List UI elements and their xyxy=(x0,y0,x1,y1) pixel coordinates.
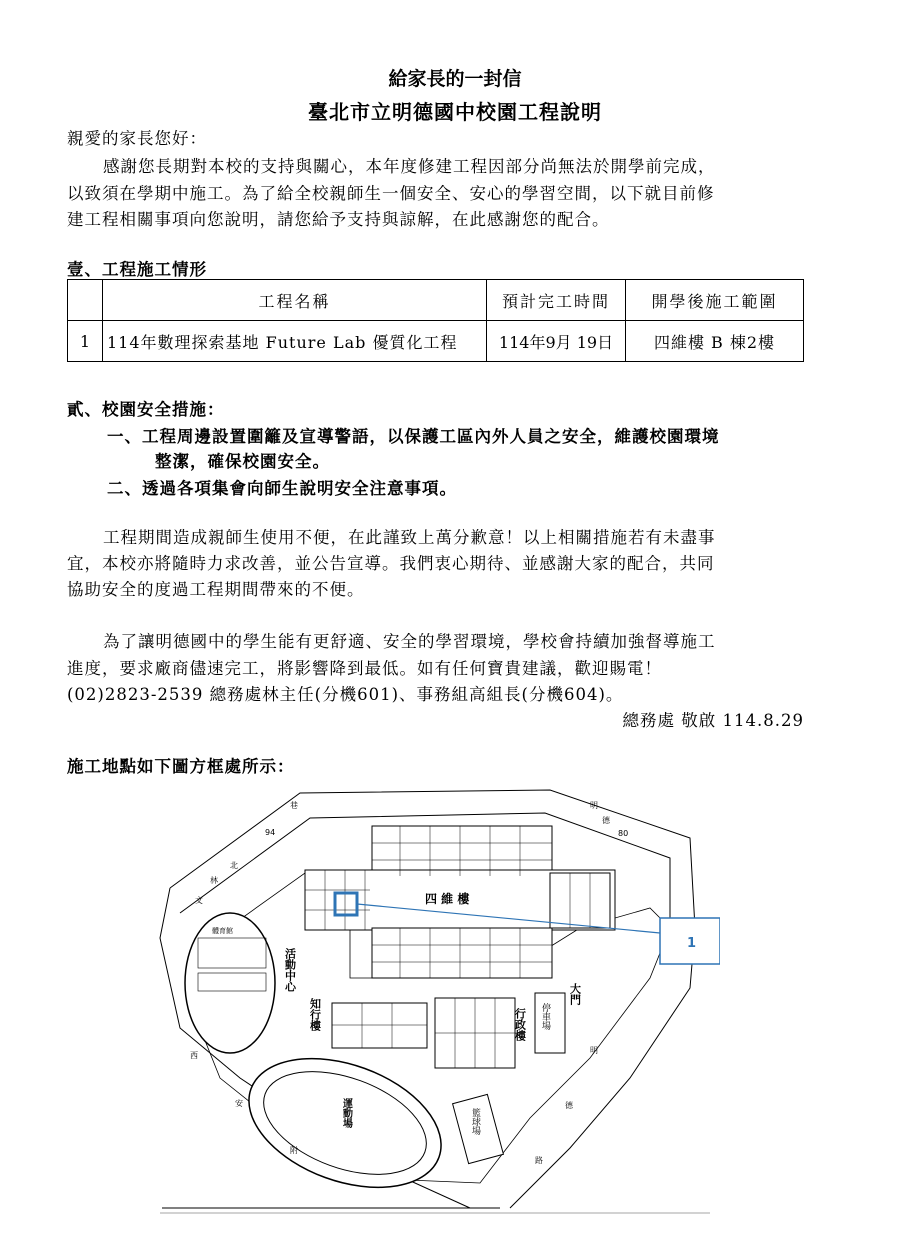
siwei-block-north xyxy=(372,826,552,876)
table-header-index xyxy=(68,280,103,321)
road-label-ming: 明 xyxy=(590,801,598,810)
road-label-94: 94 xyxy=(265,828,276,837)
map-label-gate: 大門 xyxy=(568,983,582,1005)
map-label-track: 運動場 xyxy=(340,1098,352,1128)
table-cell-completion: 114年9月 19日 xyxy=(487,321,626,362)
letter-title: 給家長的一封信 xyxy=(388,68,522,90)
map-label-basketball: 籃球場 xyxy=(470,1108,480,1135)
callout-label: 1 xyxy=(687,936,697,951)
section1-heading: 壹、工程施工情形 xyxy=(67,260,207,279)
table-header-project: 工程名稱 xyxy=(103,280,487,321)
road-label-80: 80 xyxy=(618,829,629,838)
safety-item-1-line-2: 整潔，確保校園安全。 xyxy=(155,452,330,471)
safety-item-2: 二、透過各項集會向師生說明安全注意事項。 xyxy=(107,479,457,498)
road-label-an: 安 xyxy=(235,1099,243,1108)
road-label-lu: 路 xyxy=(535,1156,543,1165)
road-label-bei: 北 xyxy=(230,861,238,870)
road-label-ming-2: 明 xyxy=(590,1046,598,1055)
map-label-activity: 活動中心 xyxy=(283,948,297,992)
table-header-row xyxy=(68,280,804,321)
closing-line-1: 為了讓明德國中的學生能有更舒適、安全的學習環境，學校會持續加強督導施工 xyxy=(103,632,716,651)
road-label-lin: 林 xyxy=(210,876,218,885)
intro-line-1: 感謝您長期對本校的支持與關心，本年度修建工程因部分尚無法於開學前完成， xyxy=(103,157,716,176)
map-label-gym: 體育館 xyxy=(212,927,233,935)
zhixing-building xyxy=(332,1003,427,1048)
intro-line-2: 以致須在學期中施工。為了給全校親師生一個安全、安心的學習空間，以下就目前修 xyxy=(67,184,715,203)
table-cell-scope: 四維樓 B 棟2樓 xyxy=(626,321,804,362)
road-label-de-2: 德 xyxy=(565,1101,573,1110)
section2-heading: 貳、校園安全措施： xyxy=(67,400,225,419)
table-cell-index: 1 xyxy=(68,321,103,362)
closing-line-3: (02)2823-2539 總務處林主任(分機601)、事務組高組長(分機604)。 xyxy=(67,685,624,704)
siwei-block-east xyxy=(550,873,610,928)
greeting: 親愛的家長您好： xyxy=(67,129,207,148)
table-row xyxy=(68,321,804,362)
apology-line-3: 協助安全的度過工程期間帶來的不便。 xyxy=(67,580,365,599)
map-label-xingzheng: 行政樓 xyxy=(513,1008,527,1041)
road-label-xi: 西 xyxy=(190,1051,198,1060)
map-label-parking: 停車場 xyxy=(540,1003,550,1030)
signature: 總務處 敬啟 114.8.29 xyxy=(622,711,804,730)
intro-line-3: 建工程相關事項向您說明，請您給予支持與諒解，在此感謝您的配合。 xyxy=(67,210,610,229)
letter-subtitle: 臺北市立明德國中校園工程說明 xyxy=(308,100,602,124)
table-header-completion: 預計完工時間 xyxy=(487,280,626,321)
map-label-zhixing: 知行樓 xyxy=(308,998,322,1031)
safety-item-1-line-1: 一、工程周邊設置圍籬及宣導警語，以保護工區內外人員之安全，維護校園環境 xyxy=(107,427,720,446)
works-table xyxy=(67,279,804,362)
map-caption: 施工地點如下圖方框處所示： xyxy=(67,757,295,776)
campus-map xyxy=(150,778,720,1218)
map-label-siwei: 四 維 樓 xyxy=(425,892,470,906)
closing-line-2: 進度，要求廠商儘速完工，將影響降到最低。如有任何寶貴建議，歡迎賜電！ xyxy=(67,659,662,678)
table-cell-project: 114年數理探索基地 Future Lab 優質化工程 xyxy=(103,321,487,362)
siwei-block-south xyxy=(372,928,552,978)
road-label-wen: 文 xyxy=(195,896,203,905)
apology-line-2: 宜，本校亦將隨時力求改善，並公告宣導。我們衷心期待、並感謝大家的配合，共同 xyxy=(67,554,715,573)
road-label-de: 德 xyxy=(602,816,610,825)
table-header-scope: 開學後施工範圍 xyxy=(626,280,804,321)
road-label-top: 巷 xyxy=(290,801,298,810)
apology-line-1: 工程期間造成親師生使用不便，在此謹致上萬分歉意！以上相關措施若有未盡事 xyxy=(103,528,716,547)
road-label-fu: 附 xyxy=(290,1146,298,1155)
